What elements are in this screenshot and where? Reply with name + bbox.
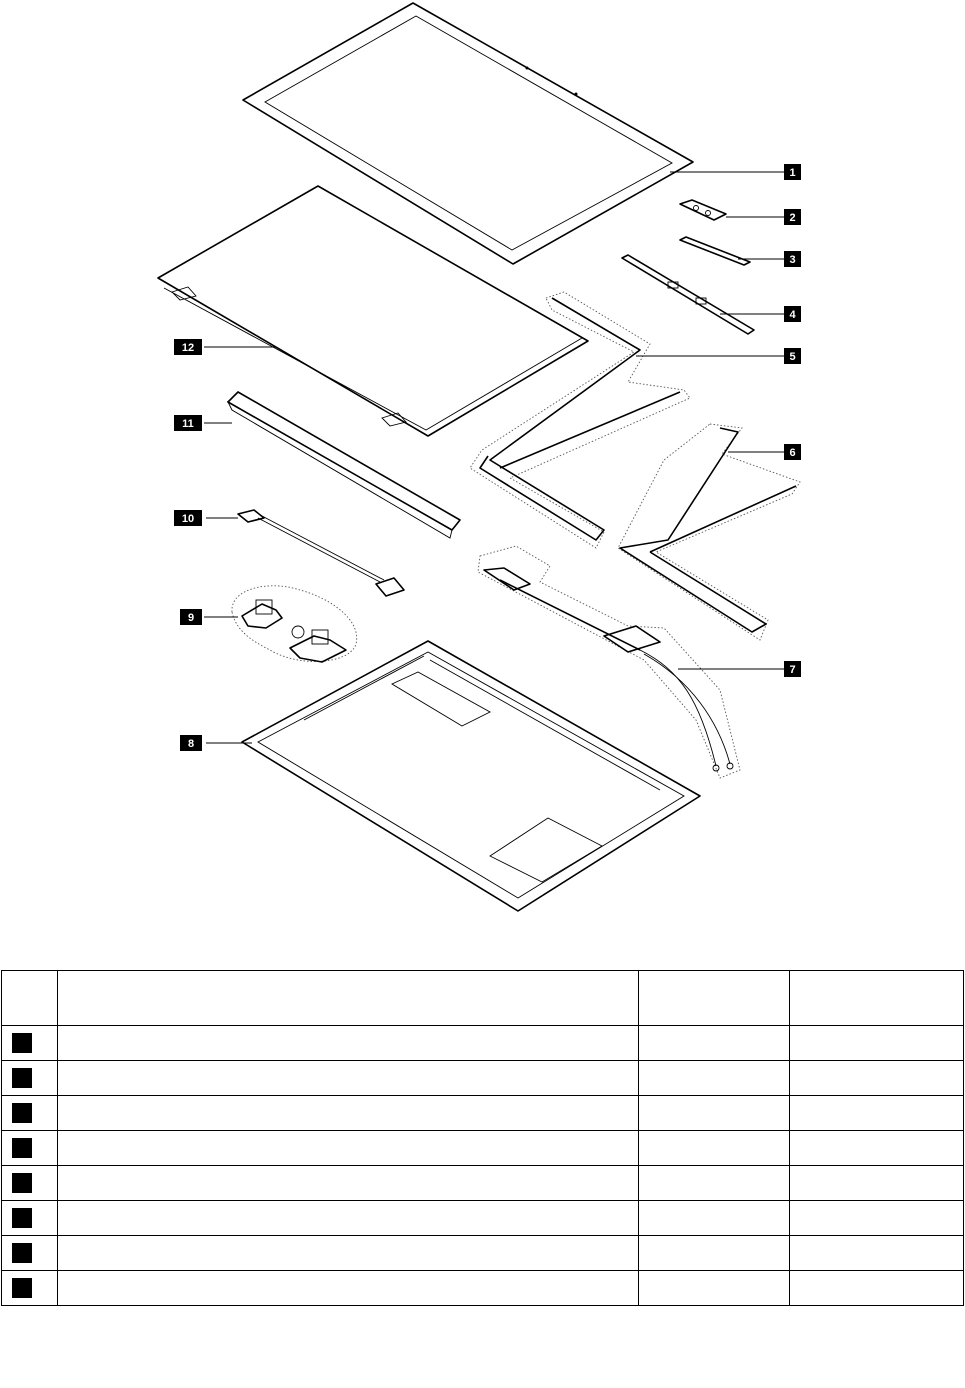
row-col4 [790, 1131, 964, 1166]
callout-6 [784, 444, 801, 460]
row-col3 [639, 1201, 790, 1236]
row-index-cell [2, 1166, 58, 1201]
row-description [58, 1166, 639, 1201]
svg-text:11: 11 [182, 418, 194, 430]
row-description [58, 1271, 639, 1306]
row-col3 [639, 1166, 790, 1201]
table-header-row [2, 971, 964, 1026]
callout-1 [784, 164, 801, 180]
row-index-cell [2, 1131, 58, 1166]
row-description [58, 1131, 639, 1166]
table-row [2, 1236, 964, 1271]
svg-text:4: 4 [789, 309, 796, 321]
callout-3 [784, 251, 801, 267]
index-marker [12, 1243, 32, 1263]
index-marker [12, 1033, 32, 1053]
svg-text:10: 10 [181, 513, 195, 525]
part-camera-board [680, 237, 750, 265]
table-row [2, 1166, 964, 1201]
part-antenna-cable [478, 546, 740, 778]
part-hinges [232, 586, 357, 662]
row-index-cell [2, 1271, 58, 1306]
part-cable [238, 510, 404, 596]
svg-text:9: 9 [187, 612, 195, 624]
callout-2 [784, 209, 801, 225]
index-marker [12, 1138, 32, 1158]
row-description [58, 1236, 639, 1271]
header-description [58, 971, 639, 1026]
part-lcd-panel [158, 186, 588, 436]
part-sensor-board [622, 255, 754, 334]
callout-12 [174, 339, 202, 355]
index-marker [12, 1278, 32, 1298]
svg-text:1: 1 [789, 167, 796, 179]
callout-8 [180, 735, 202, 751]
part-antenna-bracket-left [470, 292, 690, 548]
table-row [2, 1131, 964, 1166]
row-col3 [639, 1236, 790, 1271]
table-row [2, 1061, 964, 1096]
row-index-cell [2, 1201, 58, 1236]
index-marker [12, 1173, 32, 1193]
callout-4 [784, 306, 801, 322]
row-col4 [790, 1061, 964, 1096]
table-row [2, 1026, 964, 1061]
callout-11 [174, 415, 202, 431]
part-display-bezel [243, 3, 693, 264]
part-camera [680, 200, 726, 220]
row-index-cell [2, 1236, 58, 1271]
part-antenna-bracket-right [618, 424, 800, 640]
row-col4 [790, 1271, 964, 1306]
row-description [58, 1061, 639, 1096]
index-marker [12, 1068, 32, 1088]
callout-10 [174, 510, 202, 526]
row-index-cell [2, 1061, 58, 1096]
index-marker [12, 1208, 32, 1228]
svg-text:7: 7 [789, 664, 796, 676]
table-row [2, 1201, 964, 1236]
svg-text:3: 3 [789, 254, 796, 266]
row-col3 [639, 1096, 790, 1131]
row-col4 [790, 1026, 964, 1061]
row-col4 [790, 1096, 964, 1131]
row-description [58, 1201, 639, 1236]
callout-5 [784, 348, 801, 364]
part-rear-cover [242, 641, 700, 911]
row-col3 [639, 1026, 790, 1061]
svg-text:6: 6 [789, 447, 796, 459]
row-description [58, 1096, 639, 1131]
row-col4 [790, 1166, 964, 1201]
callout-7 [784, 661, 801, 677]
row-description [58, 1026, 639, 1061]
row-col3 [639, 1131, 790, 1166]
svg-text:12: 12 [181, 342, 195, 354]
index-marker [12, 1103, 32, 1123]
svg-text:2: 2 [789, 212, 796, 224]
svg-text:8: 8 [187, 738, 195, 750]
header-col3 [639, 971, 790, 1026]
row-index-cell [2, 1026, 58, 1061]
parts-list-table [1, 970, 964, 1306]
table-row [2, 1096, 964, 1131]
row-col3 [639, 1061, 790, 1096]
header-col4 [790, 971, 964, 1026]
row-col4 [790, 1201, 964, 1236]
table-row [2, 1271, 964, 1306]
row-col4 [790, 1236, 964, 1271]
row-col3 [639, 1271, 790, 1306]
callout-9 [180, 609, 202, 625]
svg-text:5: 5 [789, 351, 796, 363]
header-index [2, 971, 58, 1026]
row-index-cell [2, 1096, 58, 1131]
